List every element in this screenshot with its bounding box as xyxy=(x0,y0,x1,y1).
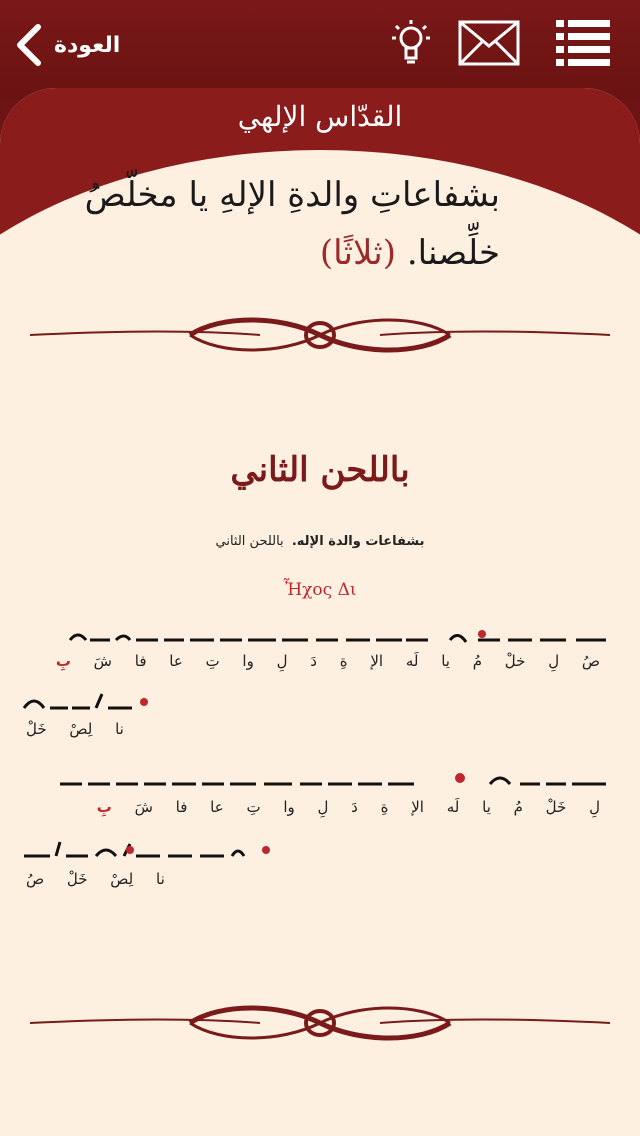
tone-label: Ἦχος Δι xyxy=(283,580,357,600)
page-title: القدّاس الإلهي xyxy=(237,100,403,133)
prayer-text xyxy=(40,166,500,282)
back-button[interactable] xyxy=(14,22,124,68)
syllables-line-1 xyxy=(40,652,600,670)
ornament-divider-top xyxy=(30,310,610,360)
top-bar xyxy=(0,0,640,100)
lightbulb-icon[interactable] xyxy=(392,18,430,68)
syllables-text-3: لِ خَلْ مُ يا لَه الإ ةِ دَ لِ وا تِ عا فا شَ xyxy=(134,798,600,816)
envelope-icon[interactable] xyxy=(458,20,520,66)
score-caption-tone: باللحن الثاني xyxy=(215,534,284,549)
neume-line-4 xyxy=(20,832,280,868)
chevron-left-icon xyxy=(14,23,44,67)
neume-line-3 xyxy=(20,762,610,798)
back-label: العودة xyxy=(54,32,121,58)
syllables-text-1: صُ لِ خلْ مُ يا لَه الإ ةِ دَ لِ وا تِ عا فا شَ xyxy=(93,652,600,670)
ornament-divider-bottom xyxy=(30,998,610,1048)
score-caption-bold: بشفاعات والدة الإله. xyxy=(291,534,425,549)
syllables-line-2: نا لِصْ خَلْ xyxy=(26,720,124,738)
neume-line-2 xyxy=(20,684,160,720)
section-heading: باللحن الثاني xyxy=(230,450,410,490)
syllable-red-3: بِ xyxy=(96,798,112,816)
neume-line-1 xyxy=(20,618,610,654)
syllables-line-3 xyxy=(40,798,600,816)
content-sheet xyxy=(0,88,640,1136)
syllables-line-4: نا لِصْ خَلْ صُ xyxy=(26,870,165,888)
score-caption xyxy=(0,534,640,549)
byzantine-score xyxy=(20,580,620,920)
menu-icon[interactable] xyxy=(556,18,610,66)
repeat-note: (ثلاثًا) xyxy=(319,233,396,273)
prayer-line: بشفاعاتِ والدةِ الإلهِ يا مخلّصُ خلِّصنا. xyxy=(84,175,500,273)
syllable-red-1: بِ xyxy=(55,652,71,670)
